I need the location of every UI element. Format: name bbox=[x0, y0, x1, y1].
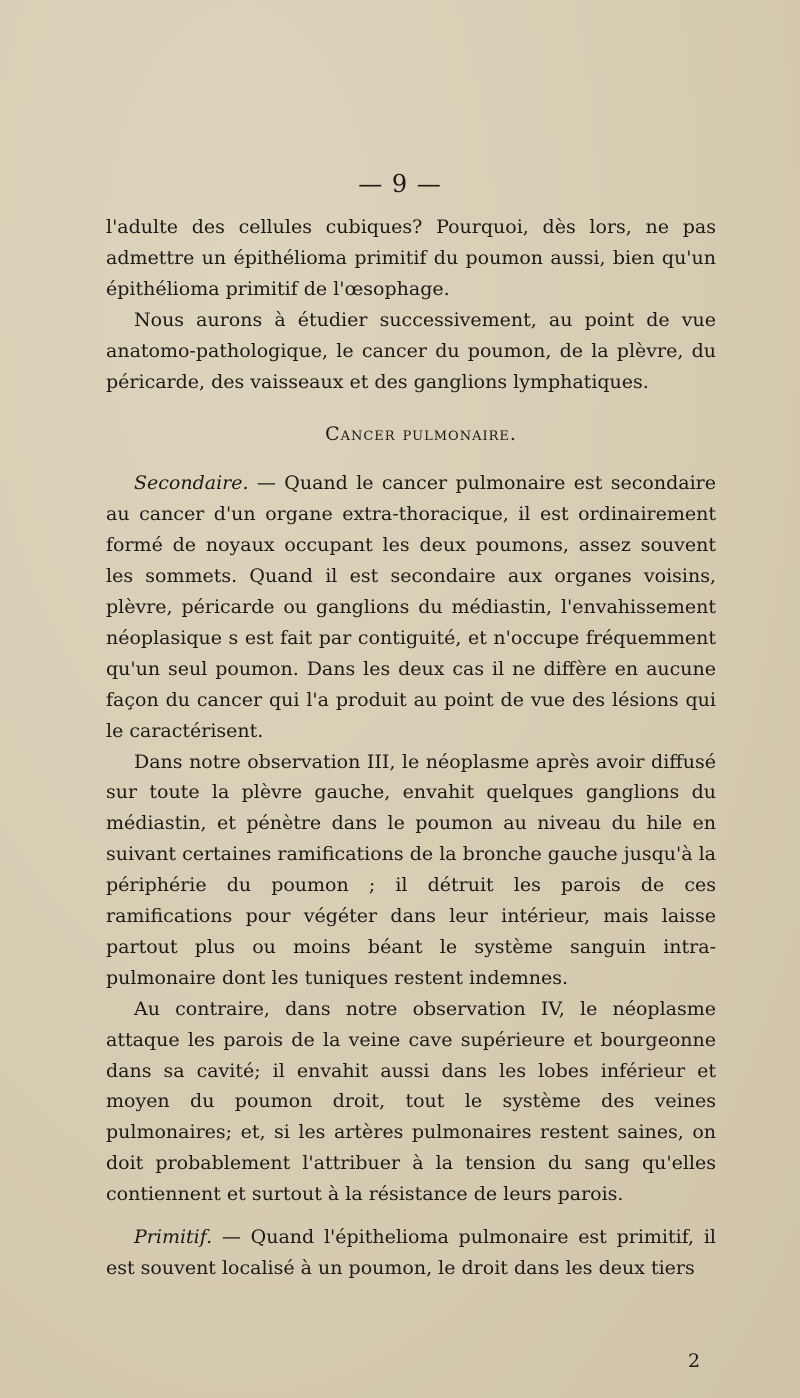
paragraph-observation-3: Dans notre observation III, le néoplasme après avoir diffusé sur toute la plèvre gauche, envahit quelques ganglions du médiastin, et pénètre dans le poumon au niveau du hile en suivant certaines ramifications de la bronche gauche jusqu'à la périphérie du poumon ; il détruit les parois de ces ramifications pour végéter dans leur intérieur, mais laisse partout plus ou moins béant le système sanguin intra-pulmonaire dont les tuniques restent indemnes. bbox=[106, 750, 716, 989]
section-heading: Cancer pulmonaire. bbox=[325, 423, 517, 446]
page-number: — 9 — bbox=[358, 170, 442, 198]
paragraph-secondaire bbox=[106, 468, 716, 746]
paragraph-primitif-text: — Quand l'épithelioma pulmonaire est primitif, il est souvent localisé à un poumon, le droit dans les deux tiers bbox=[106, 1226, 716, 1279]
run-in-heading-primitif: Primitif. bbox=[134, 1226, 213, 1249]
paragraph-2: Nous aurons à étudier successivement, au point de vue anatomo-pathologique, le cancer du poumon, de la plèvre, du péricarde, des vaisseaux et des ganglions lymphatiques. bbox=[106, 308, 716, 393]
paragraph-observation-4: Au contraire, dans notre observation IV, le néoplasme attaque les parois de la veine cave supérieure et bourgeonne dans sa cavité; il envahit aussi dans les lobes inférieur et moyen du poumon droit, tout le système des veines pulmonaires; et, si les artères pulmonaires restent saines, on doit probablement l'attribuer à la tension du sang qu'elles contiennent et surtout à la résistance de leurs parois. bbox=[106, 997, 716, 1206]
body-text bbox=[106, 212, 716, 1284]
paragraph-secondaire-text: — Quand le cancer pulmonaire est secondaire au cancer d'un organe extra-thoracique, il est ordinairement formé de noyaux occupant les deux poumons, assez souvent les sommets. Quand il est secondaire aux organes voisins, plèvre, péricarde ou ganglions du médiastin, l'envahissement néoplasique s est fait par contiguité, et n'occupe fréquemment qu'un seul poumon. Dans les deux cas il ne diffère en aucune façon du cancer qui l'a produit au point de vue des lésions qui le caractérisent. bbox=[106, 472, 716, 742]
signature-mark: 2 bbox=[688, 1350, 701, 1372]
paragraph-primitif bbox=[106, 1222, 716, 1284]
run-in-heading-secondaire: Secondaire. bbox=[134, 472, 249, 495]
paragraph-1: l'adulte des cellules cubiques? Pourquoi, dès lors, ne pas admettre un épithélioma primitif du poumon aussi, bien qu'un épithélioma primitif de l'œsophage. bbox=[106, 216, 716, 300]
